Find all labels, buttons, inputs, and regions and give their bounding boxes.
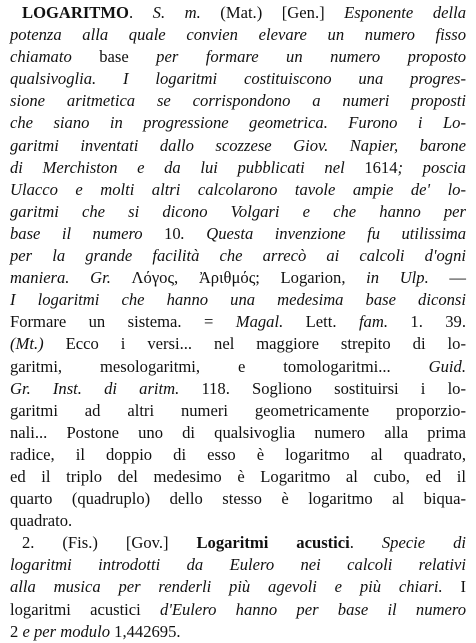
text-segment: logaritmi introdotti da Eulero nei calcoli relativi [10, 555, 466, 575]
text-line [10, 554, 466, 576]
text-segment: base [99, 47, 157, 67]
text-segment: Gr. Inst. di aritm. [10, 378, 180, 398]
text-line [10, 267, 466, 289]
text-segment: d'Eulero hanno per base il numero [160, 599, 467, 619]
text-segment: (Mt.) [10, 334, 44, 354]
text-line [10, 488, 466, 510]
text-segment: Volgari [230, 201, 280, 221]
text-segment: chiamato [10, 47, 100, 67]
text-line [10, 444, 466, 466]
text-segment: poscia [422, 157, 466, 177]
text-line [10, 576, 466, 598]
text-segment: 1614 [364, 157, 398, 177]
text-line [10, 333, 466, 355]
text-segment: I logaritmi che hanno una medesima base diconsi [10, 290, 466, 310]
text-segment: . [176, 621, 181, 641]
text-segment: nali... Postone uno di qualsivoglia numero alla prima [10, 422, 466, 442]
text-segment: garitmi, mesologaritmi, e tomologaritmi... [10, 356, 429, 376]
text-line [10, 378, 466, 400]
text-segment: quarto (quadruplo) dello stesso è logaritmo al biqua- [10, 489, 466, 509]
text-segment: (Mat.) [Gen.] [200, 3, 345, 22]
text-segment: alla musica per renderli più agevoli e più chiari. [10, 577, 461, 597]
text-segment: ; Logarion, [255, 268, 367, 288]
text-line [10, 223, 466, 245]
text-segment: 118. Sogliono sostituirsi i lo- [179, 378, 467, 398]
text-segment: qualsivoglia. I logaritmi costituiscono una progres- [10, 69, 466, 89]
text-line [10, 135, 466, 157]
text-segment: Guid. [428, 356, 466, 376]
text-line [10, 532, 466, 554]
text-line [10, 400, 466, 422]
text-segment: Magal. [235, 312, 284, 332]
text-line [10, 24, 466, 46]
text-segment: base il numero [10, 223, 165, 243]
text-line [10, 245, 466, 267]
text-segment: garitmi ad altri numeri geometricamente proporzio- [10, 400, 466, 420]
text-segment: Ulacco e molti altri calcolarono tavole ampie de' lo- [10, 179, 466, 199]
text-segment: maniera. Gr. [10, 268, 132, 288]
text-line [10, 112, 466, 134]
text-segment: radice, il doppio di esso è logaritmo al quadrato, [10, 444, 466, 464]
text-segment: potenza alla quale convien elevare un numero fisso [10, 25, 466, 45]
text-segment: in Ulp. [366, 268, 429, 288]
text-segment: Logaritmi acustici [196, 533, 350, 553]
text-line [10, 510, 466, 532]
text-segment: Esponente della [344, 3, 466, 22]
text-segment: . [128, 3, 153, 22]
text-line [10, 289, 466, 311]
text-segment: Λόγος, Ἀριθμός [131, 268, 256, 288]
text-segment: 2. (Fis.) [Gov.] [22, 533, 197, 553]
text-line [10, 311, 466, 333]
text-segment: Specie di [381, 533, 467, 553]
text-segment: S. m. [152, 3, 201, 22]
text-segment: Ecco i versi... nel maggiore strepito di lo- [43, 334, 466, 354]
text-segment: ; [397, 157, 423, 177]
text-line [10, 90, 466, 112]
text-line [10, 201, 466, 223]
text-segment: che siano in progressione geometrica. Furono i Lo- [10, 113, 466, 133]
text-segment: — [428, 268, 466, 288]
text-line [10, 2, 466, 24]
text-line [10, 599, 466, 621]
text-segment: Formare un sistema. = [10, 312, 236, 332]
text-segment: . [349, 533, 382, 553]
text-segment: 2 [10, 621, 19, 641]
text-line [10, 466, 466, 488]
text-line [10, 621, 466, 643]
text-segment: per la grande facilità che arrecò ai calcoli d'ogni [10, 246, 466, 266]
text-segment: garitmi inventati dallo scozzese Giov. Napier, barone [10, 135, 466, 155]
dictionary-entry [10, 2, 466, 643]
text-line [10, 157, 466, 179]
text-segment: 1. 39. [387, 312, 466, 332]
text-segment: fam. [358, 312, 388, 332]
text-segment: di Merchiston e da lui pubblicati nel [10, 157, 365, 177]
text-segment: logaritmi acustici [10, 599, 161, 619]
text-segment: . Questa invenzione fu utilissima [180, 223, 466, 243]
text-segment: LOGARITMO [22, 3, 129, 22]
text-segment: e che hanno per [279, 201, 466, 221]
text-line [10, 356, 466, 378]
text-segment: ed il triplo del medesimo è Logaritmo al cubo, ed il [10, 466, 466, 486]
text-segment: sione aritmetica se corrispondono a numeri proposti [10, 91, 466, 111]
text-segment: garitmi che si dicono [10, 201, 231, 221]
text-segment: Lett. [283, 312, 359, 332]
text-segment: 1,442695 [114, 621, 177, 641]
text-line [10, 68, 466, 90]
text-segment: quadrato. [10, 511, 73, 531]
text-line [10, 179, 466, 201]
text-segment: e per modulo [18, 621, 115, 641]
text-line [10, 46, 466, 68]
text-segment: per formare un numero proposto [156, 47, 466, 67]
text-segment: 10 [164, 223, 181, 243]
text-line [10, 422, 466, 444]
text-segment: I [460, 577, 466, 597]
